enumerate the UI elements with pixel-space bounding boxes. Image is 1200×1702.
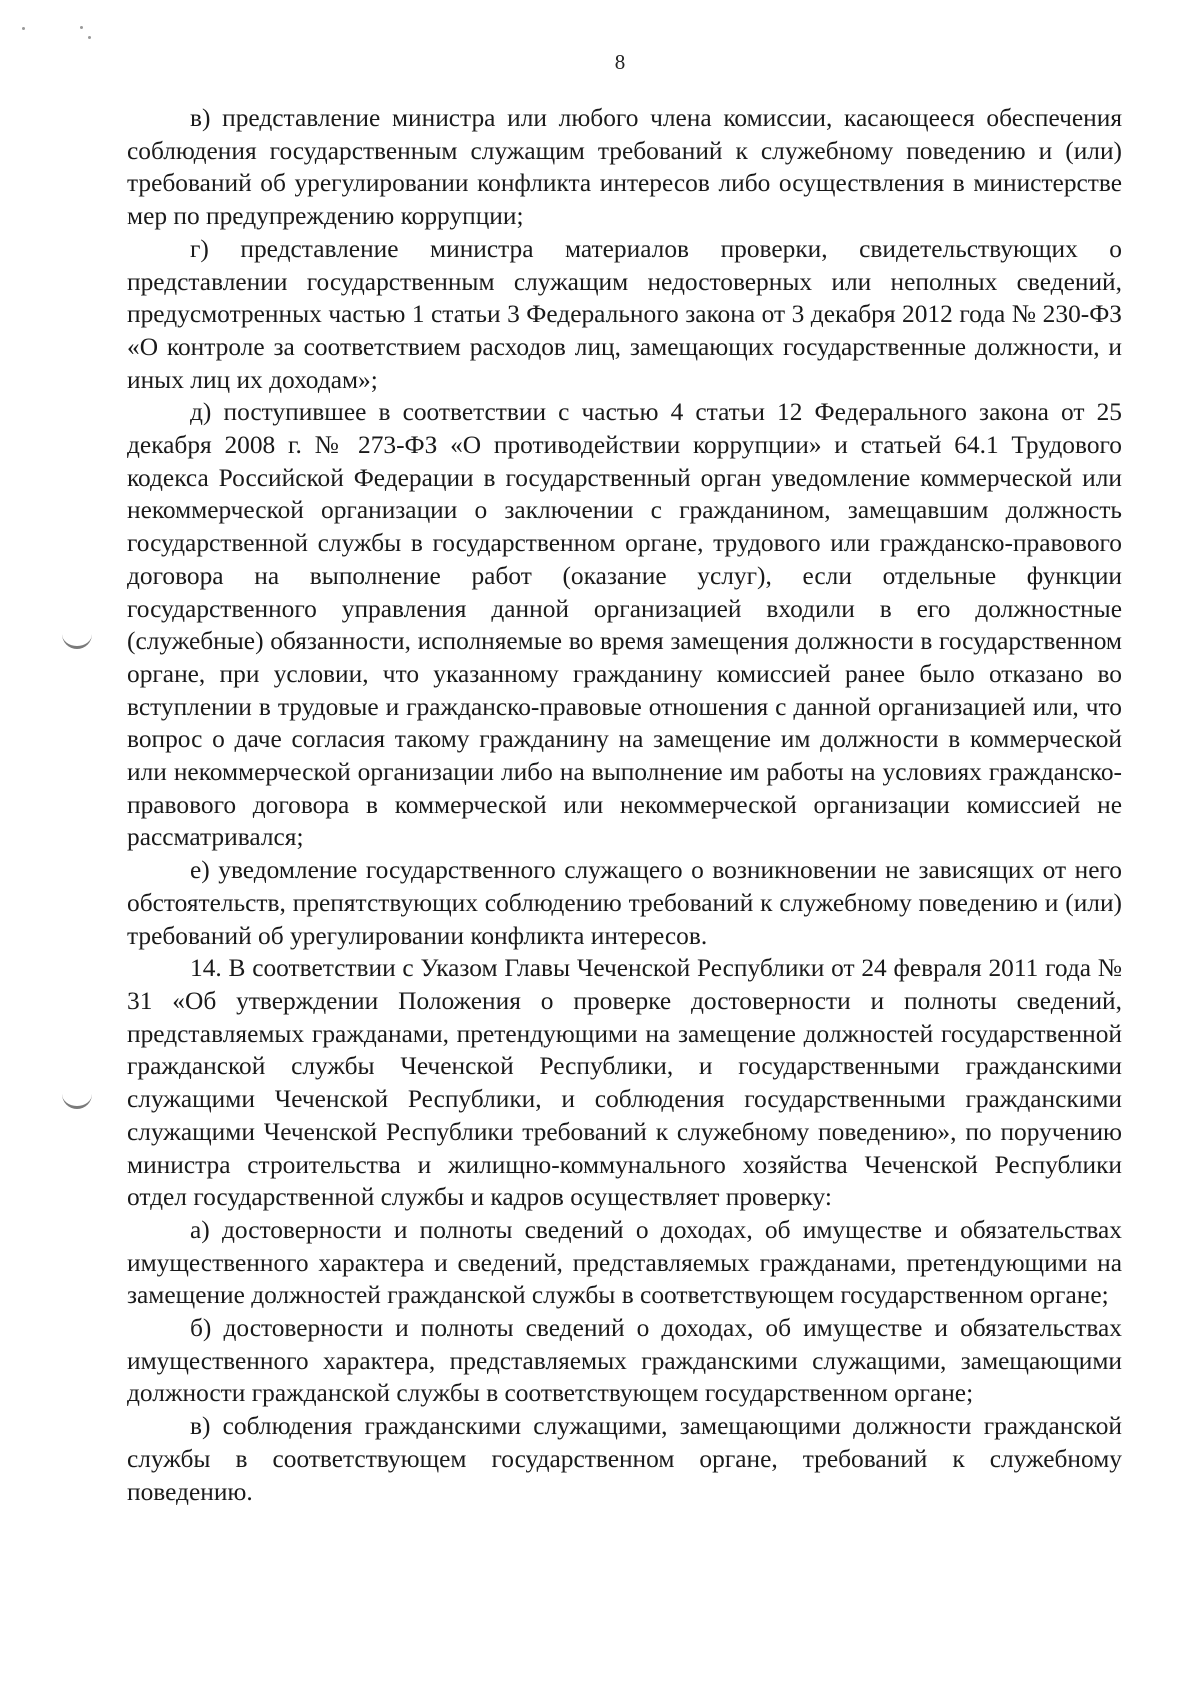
section-14-subitem-v: в) соблюдения гражданскими служащими, замещающими должности гражданской службы в соответствующем государственном органе, требований к служебному поведению. [127, 1412, 1122, 1506]
section-14-subitem-b: б) достоверности и полноты сведений о доходах, об имуществе и обязательствах имущественного характера, представляемых гражданскими служащими, замещающими должности гражданской службы в соответствующем государственном органе; [127, 1314, 1122, 1408]
section-14-subitem-a: а) достоверности и полноты сведений о доходах, об имуществе и обязательствах имущественного характера и сведений, представляемых гражданами, претендующими на замещение должностей гражданской службы в соответствующем государственном органе; [127, 1215, 1122, 1310]
scan-speck [22, 27, 25, 30]
section-14-paragraph: 14. В соответствии с Указом Главы Чеченской Республики от 24 февраля 2011 года № 31 «Об утверждении Положения о проверке достоверности и полноты сведений, представляемых гражданами, претендующими на замещение должностей государственной гражданской службы Чеченской Республики, и государственными гражданскими служащими Чеченской Республики, и соблюдения государственными гражданскими служащими Чеченской Республики требований к служебному поведению», по поручению министра строительства и жилищно-коммунального хозяйства Чеченской Республики отдел государственной службы и кадров осуществляет проверку: [127, 954, 1122, 1212]
scan-speck [80, 26, 83, 29]
subitem-g-paragraph: г) представление министра материалов проверки, свидетельствующих о представлении государственным служащим недостоверных или неполных сведений, предусмотренных частью 1 статьи 3 Федерального закона от 3 декабря 2012 года № 230-ФЗ «О контроле за соответствием расходов лиц, замещающих государственные должности, и иных лиц их доходам»; [127, 234, 1122, 394]
subitem-d-paragraph: д) поступившее в соответствии с частью 4 статьи 12 Федерального закона от 25 декабря 2008 г. № 273-ФЗ «О противодействии коррупции» и статьей 64.1 Трудового кодекса Российской Федерации в государственный орган уведомление коммерческой или некоммерческой организации о заключении с гражданином, замещавшим должность государственной службы в государственном органе, трудового или гражданско-правового договора на выполнение работ (оказание услуг), если отдельные функции государственного управления данной организацией входили в его должностные (служебные) обязанности, исполняемые во время замещения должности в государственном органе, при условии, что указанному гражданину комиссией ранее было отказано во вступлении в трудовые и гражданско-правовые отношения с данной организацией или, что вопрос о даче согласия такому гражданину на замещение им должности в коммерческой или некоммерческой организации либо на выполнение им работы на условиях гражданско-правового договора в коммерческой или некоммерческой организации комиссией не рассматривался; [127, 398, 1122, 852]
scan-speck [88, 36, 91, 39]
document-body [127, 102, 1122, 1508]
subitem-v-paragraph: в) представление министра или любого члена комиссии, касающееся обеспечения соблюдения государственным служащим требований к служебному поведению и (или) требований об урегулировании конфликта интересов либо осуществления в министерстве мер по предупреждению коррупции; [127, 104, 1122, 231]
punch-hole-mark [62, 1088, 92, 1109]
subitem-e-paragraph: е) уведомление государственного служащего о возникновении не зависящих от него обстоятельств, препятствующих соблюдению требований к служебному поведению и (или) требований об урегулировании конфликта интересов. [127, 856, 1122, 950]
page-number: 8 [614, 50, 626, 74]
punch-hole-mark [62, 628, 92, 649]
